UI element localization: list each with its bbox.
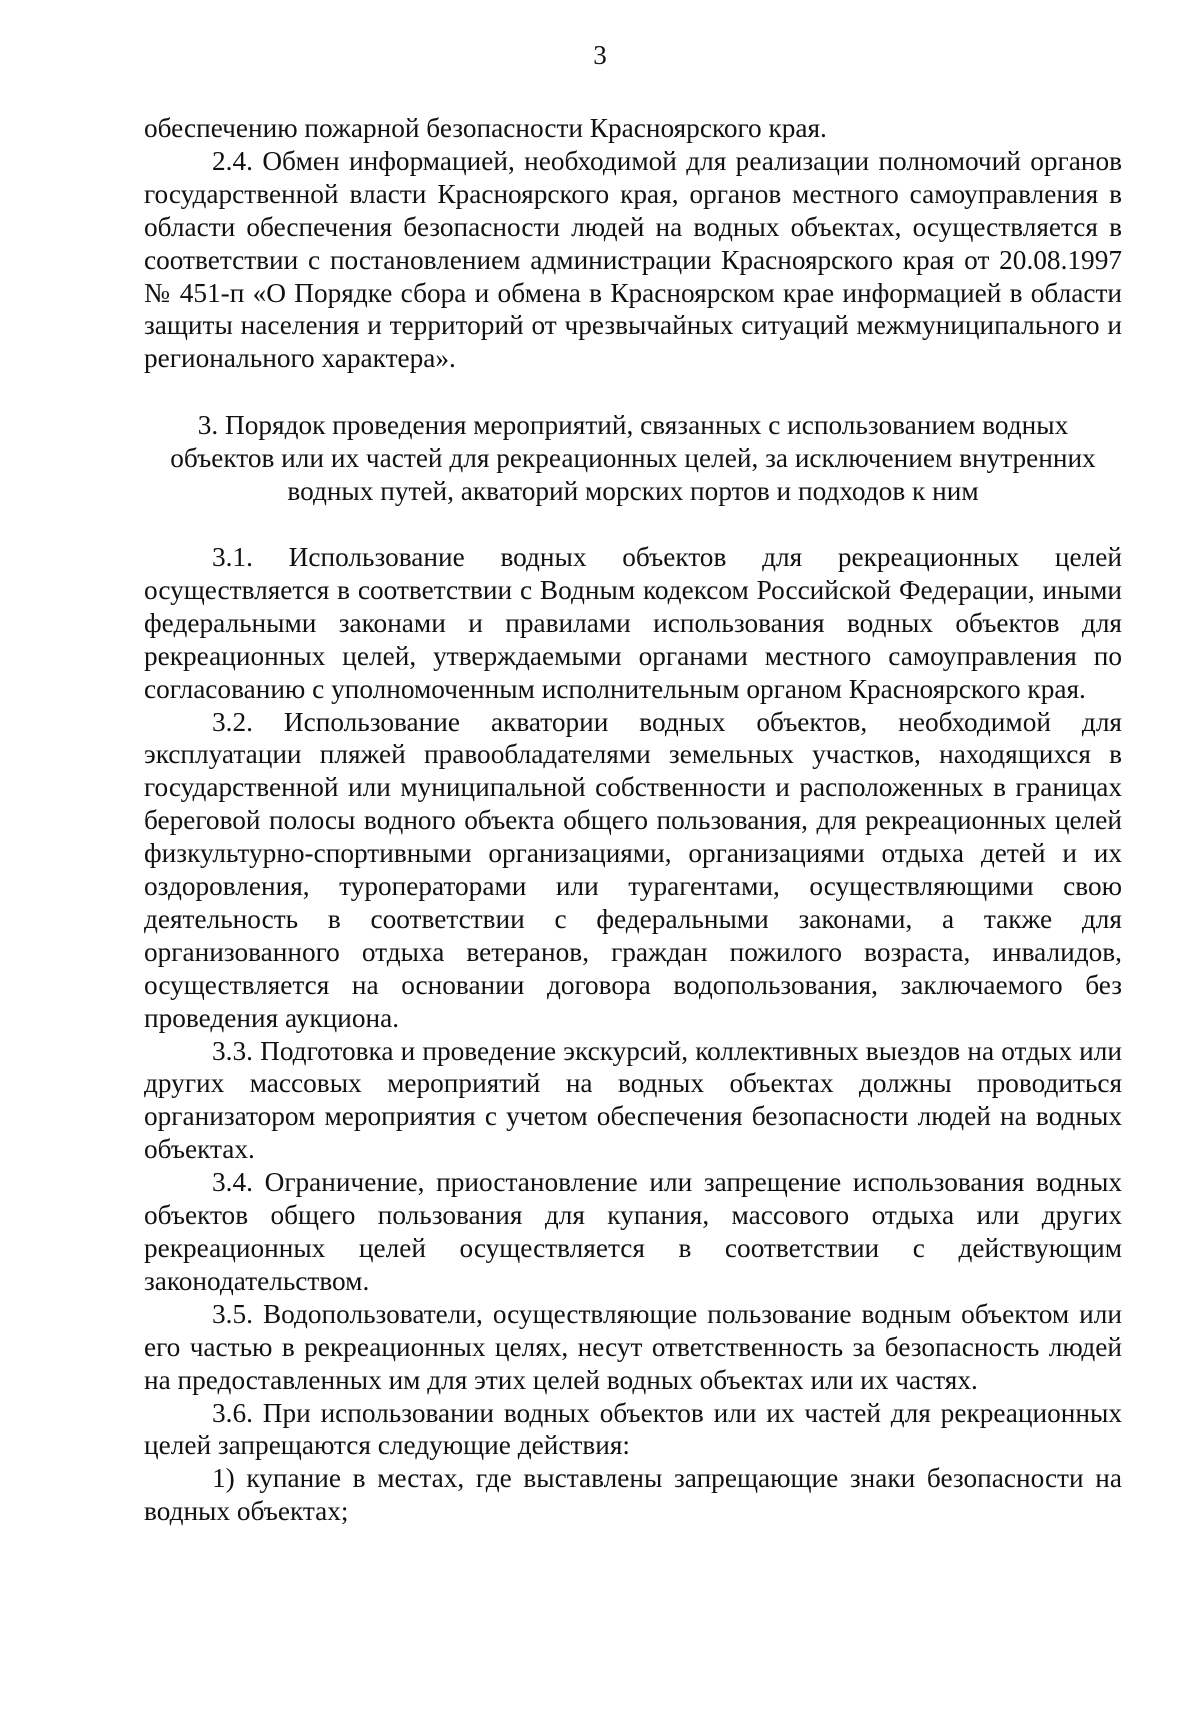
document-body	[144, 112, 1122, 1528]
paragraph-2-4: 2.4. Обмен информацией, необходимой для реализации полномочий органов государственной власти Красноярского края, органов местного самоуправления в области обеспечения безопасности людей на водных объектах, осуществляется в соответствии с постановлением администрации Красноярского края от 20.08.1997 № 451-п «О Порядке сбора и обмена в Красноярском крае информацией в области защиты населения и территорий от чрезвычайных ситуаций межмуниципального и регионального характера».	[144, 145, 1122, 374]
paragraph-3-6: 3.6. При использовании водных объектов или их частей для рекреационных целей запрещаются следующие действия:	[144, 1397, 1122, 1461]
list-item-1: 1) купание в местах, где выставлены запрещающие знаки безопасности на водных объектах;	[144, 1463, 1122, 1527]
paragraph-continuation: обеспечению пожарной безопасности Красноярского края.	[144, 113, 827, 143]
paragraph-3-2: 3.2. Использование акватории водных объектов, необходимой для эксплуатации пляжей правообладателями земельных участков, находящихся в государственной или муниципальной собственности и расположенных в границах береговой полосы водного объекта общего пользования, для рекреационных целей физкультурно-спортивными организациями, организациями отдыха детей и их оздоровления, туроператорами или турагентами, осуществляющими свою деятельность в соответствии с федеральными законами, а также для организованного отдыха ветеранов, граждан пожилого возраста, инвалидов, осуществляется на основании договора водопользования, заключаемого без проведения аукциона.	[144, 706, 1122, 1033]
paragraph-3-1: 3.1. Использование водных объектов для рекреационных целей осуществляется в соответствии с Водным кодексом Российской Федерации, иными федеральными законами и правилами использования водных объектов для рекреационных целей, утверждаемыми органами местного самоуправления по согласованию с уполномоченным исполнительным органом Красноярского края.	[144, 541, 1122, 704]
paragraph-3-4: 3.4. Ограничение, приостановление или запрещение использования водных объектов общего пользования для купания, массового отдыха или других рекреационных целей осуществляется в соответствии с действующим законодательством.	[144, 1167, 1122, 1296]
paragraph-3-3: 3.3. Подготовка и проведение экскурсий, коллективных выездов на отдых или других массовых мероприятий на водных объектах должны проводиться организатором мероприятия с учетом обеспечения безопасности людей на водных объектах.	[144, 1035, 1122, 1165]
page-number: 3	[593, 40, 607, 70]
paragraph-3-5: 3.5. Водопользователи, осуществляющие пользование водным объектом или его частью в рекреационных целях, несут ответственность за безопасность людей на предоставленных им для этих целей водных объектах или их частях.	[144, 1298, 1122, 1395]
section-heading: 3. Порядок проведения мероприятий, связанных с использованием водных объектов или их частей для рекреационных целей, за исключением внутренних водных путей, акваторий морских портов и подходов к ним	[170, 410, 1096, 507]
